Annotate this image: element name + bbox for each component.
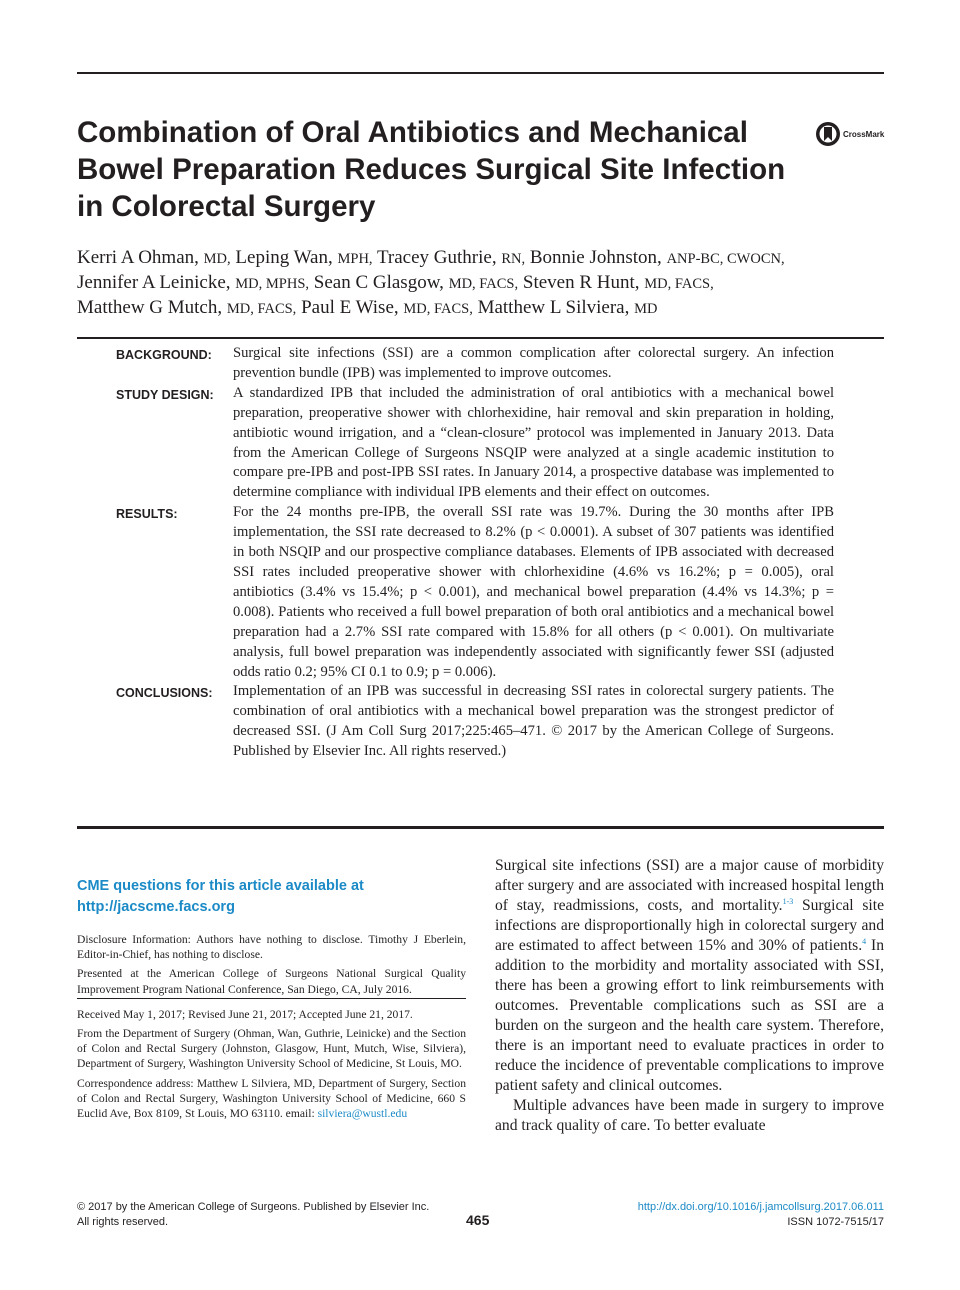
received-note: Received May 1, 2017; Revised June 21, 2017; Accepted June 21, 2017. (77, 1007, 413, 1021)
article-title: Combination of Oral Antibiotics and Mechanical Bowel Preparation Reduces Surgical Site Infection in Colorectal Surgery (77, 116, 786, 223)
abstract (116, 344, 834, 762)
body-text (495, 856, 884, 1136)
author: Kerri A Ohman, MD, (77, 247, 231, 268)
author: Leping Wan, MPH, (235, 247, 373, 268)
reference-link[interactable]: 4 (862, 937, 867, 946)
cme-link[interactable]: http://jacscme.facs.org (77, 899, 235, 915)
author: Tracey Guthrie, RN, (376, 247, 526, 268)
abstract-section-conclusions (116, 682, 834, 762)
correspondence-note: Correspondence address: Matthew L Silviera, MD, Department of Surgery, Section of Colon and Rectal Surgery, Washington University School of Medicine, 660 S Euclid Ave, Box 8109, St Louis, MO 63110. email: silviera@wustl.edu (77, 1076, 466, 1121)
author: Bonnie Johnston, ANP-BC, CWOCN, (529, 247, 785, 268)
doi-link[interactable]: http://dx.doi.org/10.1016/j.jamcollsurg.2017.06.011 (637, 1201, 884, 1213)
author: Matthew L Silviera, MD (477, 297, 658, 318)
abstract-section-results (116, 503, 834, 682)
front-matter-notes (77, 876, 466, 1125)
abstract-text: Surgical site infections (SSI) are a common complication after colorectal surgery. An infection prevention bundle (IPB) was implemented to improve outcomes. (233, 345, 834, 381)
abstract-text: Implementation of an IPB was successful in decreasing SSI rates in colorectal surgery patients. The combination of oral antibiotics with a mechanical bowel preparation was the strongest predictor of decreased SSI. (J Am Coll Surg 2017;225:465–471. © 2017 by the American College of Surgeons. Published by Elsevier Inc. All rights reserved.) (233, 683, 834, 760)
paragraph: Multiple advances have been made in surgery to improve and track quality of care. To better evaluate (495, 1097, 884, 1134)
abstract-top-rule (77, 337, 884, 339)
author: Steven R Hunt, MD, FACS, (522, 272, 714, 293)
abstract-label: BACKGROUND: (116, 348, 212, 362)
cme-notice (77, 876, 466, 918)
abstract-text: A standardized IPB that included the administration of oral antibiotics with a mechanical bowel preparation, preoperative shower with chlorhexidine, hair removal and skin preparation in holding, antibiotic wound irrigation, and a “clean-closure” protocol was implemented in January 2013. Data from the American College of Surgeons NSQIP were analyzed at a single academic institution to compare pre-IPB and post-IPB SSI rates. In January 2014, a prospective database was implemented to determine compliance with individual IPB elements and their effect on outcomes. (233, 384, 834, 501)
crossmark-icon (815, 121, 841, 147)
notes-divider (77, 998, 466, 999)
author: Matthew G Mutch, MD, FACS, (77, 297, 297, 318)
abstract-label: CONCLUSIONS: (116, 686, 213, 701)
affiliation-note: From the Department of Surgery (Ohman, Wan, Guthrie, Leinicke) and the Section of Colon and Rectal Surgery (Johnston, Glasgow, Hunt, Mutch, Wise, Silviera), Department of Surgery, Washington University School of Medicine, St Louis, MO. (77, 1027, 466, 1071)
abstract-text: For the 24 months pre-IPB, the overall SSI rate was 19.7%. During the 30 months after IPB implementation, the SSI rate decreased to 8.2% (p < 0.0001). A subset of 307 patients was identified in both NSQIP and our prospective compliance databases. Elements of IPB associated with decreased SSI rates included preoperative shower with chlorhexidine (4.6% vs 16.2%; p = 0.005), oral antibiotics (3.4% vs 15.4%; p < 0.001), and mechanical bowel preparation (4.4% vs 14.3%; p = 0.008). Patients who received a full bowel preparation of both oral antibiotics and a mechanical bowel preparation had a 2.7% SSI rate compared with 15.8% for all others (p < 0.001). On multivariate analysis, full bowel preparation was independently associated with significantly fewer SSI (adjusted odds ratio 0.2; 95% CI 0.1 to 0.9; p = 0.006). (233, 504, 834, 680)
abstract-label: STUDY DESIGN: (116, 387, 214, 402)
crossmark-badge[interactable] (815, 121, 884, 147)
author: Paul E Wise, MD, FACS, (301, 297, 473, 318)
footer-copyright: © 2017 by the American College of Surgeons. Published by Elsevier Inc. All rights reserved. (77, 1201, 430, 1228)
author-list (77, 246, 877, 321)
author: Sean C Glasgow, MD, FACS, (313, 272, 519, 293)
footer-identifiers (638, 1200, 884, 1230)
disclosure-note: Disclosure Information: Authors have nothing to disclose. Timothy J Eberlein, Editor-in-Chief, has nothing to disclose. (77, 933, 466, 962)
paragraph: Surgical site infections (SSI) are a major cause of morbidity after surgery and are associated with increased hospital length of stay, readmissions, costs, and mortality.$^{1-3}$ Surgical site infections are disproportionally high in colorectal surgery and are estimated to affect between 15% and 30% of patients.$^4$ In addition to the morbidity and mortality associated with SSI, there has been a growing effort to link reimbursements with outcomes. Preventable complications such as SSI are a burden on the surgeon and the health care system. Therefore, there is an important need to evaluate practices in order to reduce the incidence of preventable complications to improve patient safety and clinical outcomes. (495, 857, 885, 1094)
cme-text: CME questions for this article available at (77, 878, 364, 894)
crossmark-label: CrossMark (843, 129, 885, 139)
abstract-bottom-rule (77, 826, 884, 829)
reference-link[interactable]: 1-3 (782, 897, 794, 906)
issn: ISSN 1072-7515/17 (787, 1216, 884, 1228)
abstract-section-study-design (116, 384, 834, 503)
abstract-label: RESULTS: (116, 507, 178, 522)
top-rule (77, 72, 884, 74)
email-link[interactable]: silviera@wustl.edu (317, 1107, 408, 1121)
presented-note: Presented at the American College of Surgeons National Surgical Quality Improvement Program National Conference, San Diego, CA, July 2016. (77, 967, 466, 996)
author: Jennifer A Leinicke, MD, MPHS, (77, 272, 310, 293)
abstract-section-background (116, 344, 834, 384)
page-number: 465 (466, 1212, 490, 1228)
